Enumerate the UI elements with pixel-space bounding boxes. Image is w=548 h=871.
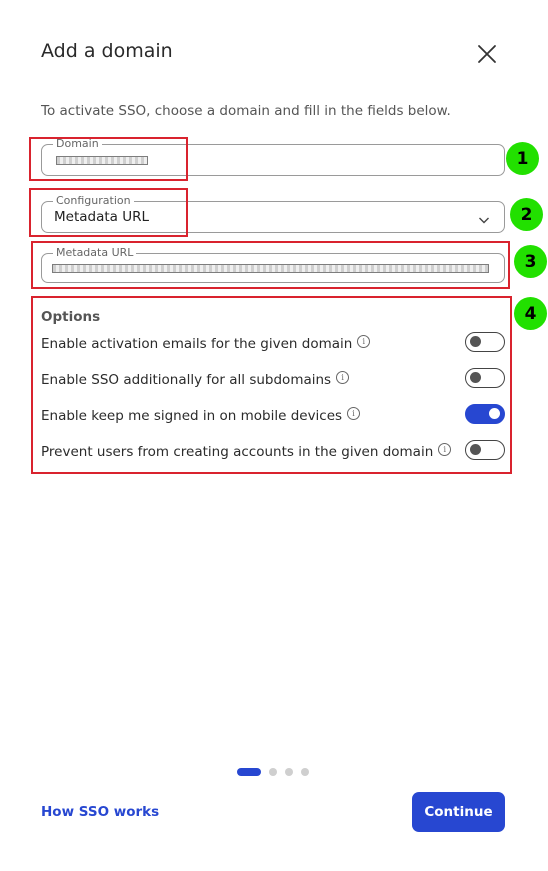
annotation-badge-1: 1 — [506, 142, 539, 175]
annotation-badge-2: 2 — [510, 198, 543, 231]
info-icon[interactable]: i — [336, 371, 349, 384]
info-icon[interactable]: i — [438, 443, 451, 456]
annotation-box-1 — [29, 137, 188, 181]
step-indicator — [237, 768, 309, 776]
step-dot — [301, 768, 309, 776]
option-prevent-accounts — [41, 443, 451, 460]
option-label: Enable activation emails for the given domain — [41, 336, 353, 352]
step-dot — [269, 768, 277, 776]
close-icon[interactable] — [476, 43, 498, 65]
annotation-box-3 — [31, 241, 510, 289]
toggle-activation-emails[interactable] — [465, 332, 505, 352]
chevron-down-icon[interactable] — [478, 211, 490, 230]
continue-button[interactable]: Continue — [412, 792, 505, 832]
step-dot-active — [237, 768, 261, 776]
option-sso-subdomains — [41, 371, 349, 388]
metadata-url-label: Metadata URL — [53, 246, 136, 260]
option-keep-signed-in — [41, 407, 360, 424]
option-activation-emails — [41, 335, 370, 352]
intro-text: To activate SSO, choose a domain and fill in the fields below. — [41, 103, 451, 119]
annotation-badge-3: 3 — [514, 245, 547, 278]
toggle-keep-signed-in[interactable] — [465, 404, 505, 424]
step-dot — [285, 768, 293, 776]
info-icon[interactable]: i — [347, 407, 360, 420]
option-label: Enable SSO additionally for all subdomains — [41, 372, 332, 388]
options-heading: Options — [41, 309, 101, 325]
dialog-title: Add a domain — [41, 40, 173, 62]
option-label: Prevent users from creating accounts in the given domain — [41, 444, 434, 460]
configuration-select-value: Metadata URL — [54, 209, 150, 225]
domain-field-label: Domain — [53, 137, 102, 151]
annotation-box-2 — [29, 188, 188, 237]
info-icon[interactable]: i — [357, 335, 370, 348]
option-label: Enable keep me signed in on mobile devices — [41, 408, 343, 424]
how-sso-works-link[interactable]: How SSO works — [41, 804, 160, 820]
annotation-badge-4: 4 — [514, 297, 547, 330]
configuration-select-label: Configuration — [53, 194, 134, 208]
toggle-prevent-accounts[interactable] — [465, 440, 505, 460]
toggle-sso-subdomains[interactable] — [465, 368, 505, 388]
